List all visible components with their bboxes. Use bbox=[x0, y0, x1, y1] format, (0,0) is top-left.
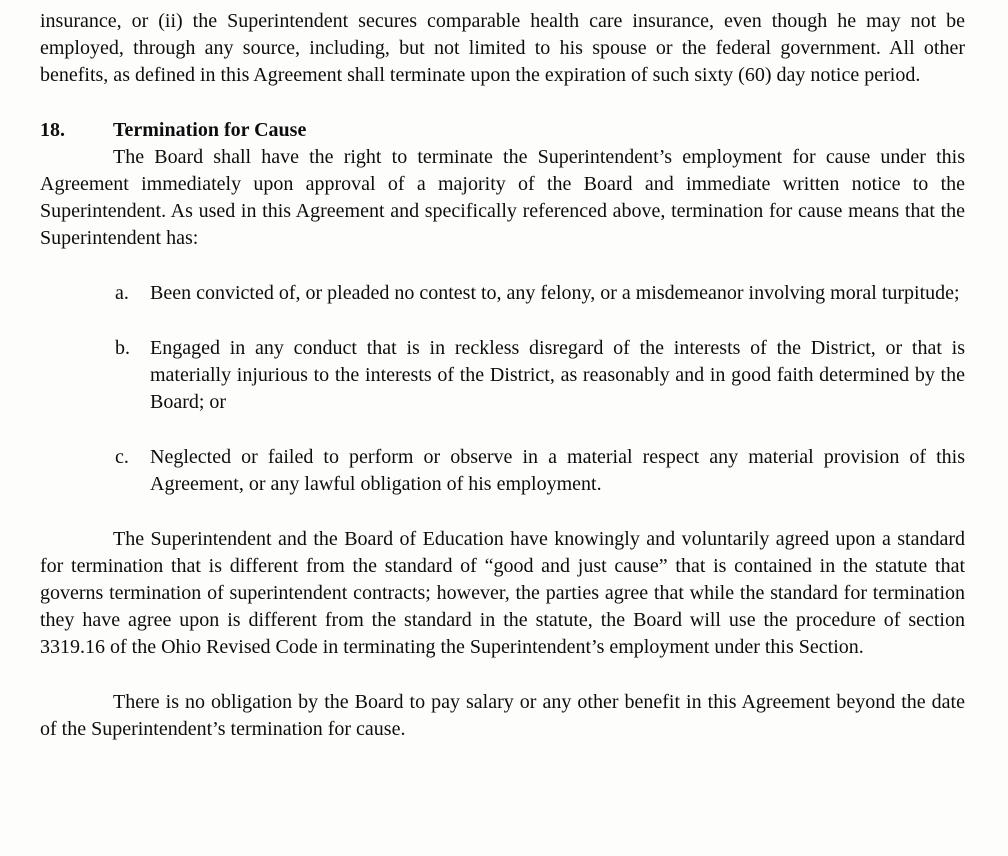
clause-a-text: Been convicted of, or pleaded no contest to, any felony, or a misdemeanor involving moral turpitude; bbox=[150, 282, 960, 304]
clause-b-label: b. bbox=[115, 337, 130, 359]
clause-c bbox=[115, 444, 965, 498]
section-body-paragraph: The Board shall have the right to terminate the Superintendent’s employment for cause under this Agreement immediately upon approval of a majority of the Board and immediate written notice to the Superintendent. As used in this Agreement and specifically referenced above, termination for cause means that the Superintendent has: bbox=[40, 146, 965, 249]
clause-b-text: Engaged in any conduct that is in reckless disregard of the interests of the District, or that is materially injurious to the interests of the District, as reasonably and in good faith determined by the Board; or bbox=[150, 337, 965, 413]
clause-c-label: c. bbox=[115, 446, 129, 468]
clause-c-text: Neglected or failed to perform or observe in a material respect any material provision of this Agreement, or any lawful obligation of his employment. bbox=[150, 446, 965, 495]
no-obligation-paragraph: There is no obligation by the Board to pay salary or any other benefit in this Agreement beyond the date of the Superintendent’s termination for cause. bbox=[40, 691, 965, 740]
clause-a bbox=[115, 280, 965, 307]
clause-b bbox=[115, 335, 965, 416]
intro-paragraph: insurance, or (ii) the Superintendent secures comparable health care insurance, even though he may not be employed, through any source, including, but not limited to his spouse or the federal government. All other benefits, as defined in this Agreement shall terminate upon the expiration of such sixty (60) day notice period. bbox=[40, 10, 965, 86]
termination-standard-paragraph: The Superintendent and the Board of Education have knowingly and voluntarily agreed upon a standard for termination that is different from the standard of “good and just cause” that is contained in the statute that governs termination of superintendent contracts; however, the parties agree that while the standard for termination they have agree upon is different from the standard in the statute, the Board will use the procedure of section 3319.16 of the Ohio Revised Code in terminating the Superintendent’s employment under this Section. bbox=[40, 528, 965, 658]
section-heading bbox=[40, 117, 965, 144]
section-title: Termination for Cause bbox=[113, 119, 307, 141]
clause-a-label: a. bbox=[115, 282, 129, 304]
section-number: 18. bbox=[40, 119, 65, 141]
